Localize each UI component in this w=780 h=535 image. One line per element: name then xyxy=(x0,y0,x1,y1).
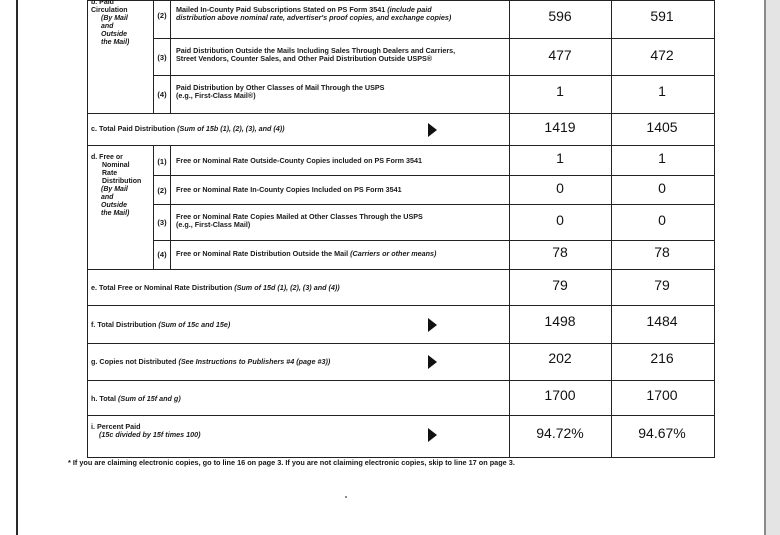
row-d4-value-avg: 78 xyxy=(552,244,568,260)
row-i-value-avg: 94.72% xyxy=(536,425,584,441)
row-e-label: e. Total Free or Nominal Rate Distribution (Sum of 15d (1), (2), (3) and (4)) xyxy=(91,283,340,292)
row-f-value-single: 1484 xyxy=(646,313,678,329)
row-rule-b2 xyxy=(153,38,715,39)
row-rule-h xyxy=(87,415,715,416)
row-c-arrow-icon xyxy=(428,123,437,137)
row-i-label: i. Percent Paid (15c divided by 15f times 100) xyxy=(91,422,201,439)
row-d4-description: Free or Nominal Rate Distribution Outside the Mail (Carriers or other means) xyxy=(176,249,437,258)
row-g-value-single: 216 xyxy=(650,350,674,366)
row-g-label: g. Copies not Distributed (See Instructions to Publishers #4 (page #3)) xyxy=(91,357,331,366)
row-b2-description: Mailed In-County Paid Subscriptions Stated on PS Form 3541 (include paid distribution above nominal rate, advertiser's proof copies, and exchange copies) xyxy=(176,5,452,22)
row-b4-description: Paid Distribution by Other Classes of Mail Through the USPS (e.g., First-Class Mail®) xyxy=(176,83,385,100)
scan-speck xyxy=(345,496,347,498)
row-rule-d2 xyxy=(153,204,715,205)
row-i-arrow-icon xyxy=(428,428,437,442)
page-right-shadow xyxy=(766,0,780,535)
row-d3-number: (3) xyxy=(157,218,167,227)
row-g-arrow-icon xyxy=(428,355,437,369)
row-d1-value-single: 1 xyxy=(658,150,666,166)
row-d3-value-avg: 0 xyxy=(556,212,564,228)
row-rule-c xyxy=(87,145,715,146)
row-d3-value-single: 0 xyxy=(658,212,666,228)
row-c-value-avg: 1419 xyxy=(544,119,576,135)
statement-form-table xyxy=(87,0,715,458)
row-b4-value-single: 1 xyxy=(658,83,666,99)
row-b3-value-avg: 477 xyxy=(548,47,572,63)
row-rule-b4 xyxy=(87,113,715,114)
d-group-divider xyxy=(153,145,154,269)
row-rule-d1 xyxy=(153,175,715,176)
row-b3-number: (3) xyxy=(157,53,167,62)
row-top-rule xyxy=(87,0,715,1)
row-d4-number: (4) xyxy=(157,250,167,259)
row-d2-value-avg: 0 xyxy=(556,180,564,196)
b-group-title: b. Paid Circulation xyxy=(91,0,128,14)
row-f-arrow-icon xyxy=(428,318,437,332)
row-rule-b3 xyxy=(153,75,715,76)
row-d2-value-single: 0 xyxy=(658,180,666,196)
row-rule-d3 xyxy=(153,240,715,241)
row-b2-value-avg: 596 xyxy=(548,8,572,24)
page-left-edge xyxy=(16,0,18,535)
row-d1-description: Free or Nominal Rate Outside-County Copies included on PS Form 3541 xyxy=(176,156,423,165)
row-e-value-avg: 79 xyxy=(552,277,568,293)
row-d2-number: (2) xyxy=(157,186,167,195)
row-b3-value-single: 472 xyxy=(650,47,674,63)
row-b3-description: Paid Distribution Outside the Mails Including Sales Through Dealers and Carriers, Street Vendors, Counter Sales, and Other Paid Distribution Outside USPS® xyxy=(176,46,456,63)
table-right-border xyxy=(714,0,715,457)
row-h-value-avg: 1700 xyxy=(544,387,576,403)
row-c-label: c. Total Paid Distribution (Sum of 15b (1), (2), (3), and (4)) xyxy=(91,124,285,133)
row-b2-number: (2) xyxy=(157,11,167,20)
row-d1-value-avg: 1 xyxy=(556,150,564,166)
d-group-title: d. Free or Nominal Rate Distribution xyxy=(91,154,142,185)
row-d2-description: Free or Nominal Rate In-County Copies Included on PS Form 3541 xyxy=(176,185,402,194)
footnote: * If you are claiming electronic copies, go to line 16 on page 3. If you are not claiming electronic copies, skip to line 17 on page 3. xyxy=(68,458,515,467)
row-b2-value-single: 591 xyxy=(650,8,674,24)
row-rule-d4 xyxy=(87,269,715,270)
row-d4-value-single: 78 xyxy=(654,244,670,260)
b-num-divider xyxy=(170,0,171,113)
row-c-value-single: 1405 xyxy=(646,119,678,135)
row-i-value-single: 94.67% xyxy=(638,425,686,441)
row-b4-number: (4) xyxy=(157,90,167,99)
row-f-label: f. Total Distribution (Sum of 15c and 15e) xyxy=(91,320,231,329)
row-rule-e xyxy=(87,305,715,306)
row-g-value-avg: 202 xyxy=(548,350,572,366)
d-group-subtitle: (By Mail and Outside the Mail) xyxy=(101,186,130,217)
d-num-divider xyxy=(170,145,171,269)
b-group-divider xyxy=(153,0,154,113)
row-b4-value-avg: 1 xyxy=(556,83,564,99)
table-left-border xyxy=(87,0,88,457)
row-rule-g xyxy=(87,380,715,381)
row-h-label: h. Total (Sum of 15f and g) xyxy=(91,394,181,403)
row-f-value-avg: 1498 xyxy=(544,313,576,329)
row-rule-f xyxy=(87,343,715,344)
row-e-value-single: 79 xyxy=(654,277,670,293)
row-h-value-single: 1700 xyxy=(646,387,678,403)
b-group-subtitle: (By Mail and Outside the Mail) xyxy=(101,15,130,46)
row-d1-number: (1) xyxy=(157,157,167,166)
row-d3-description: Free or Nominal Rate Copies Mailed at Other Classes Through the USPS (e.g., First-Class Mail) xyxy=(176,212,423,229)
